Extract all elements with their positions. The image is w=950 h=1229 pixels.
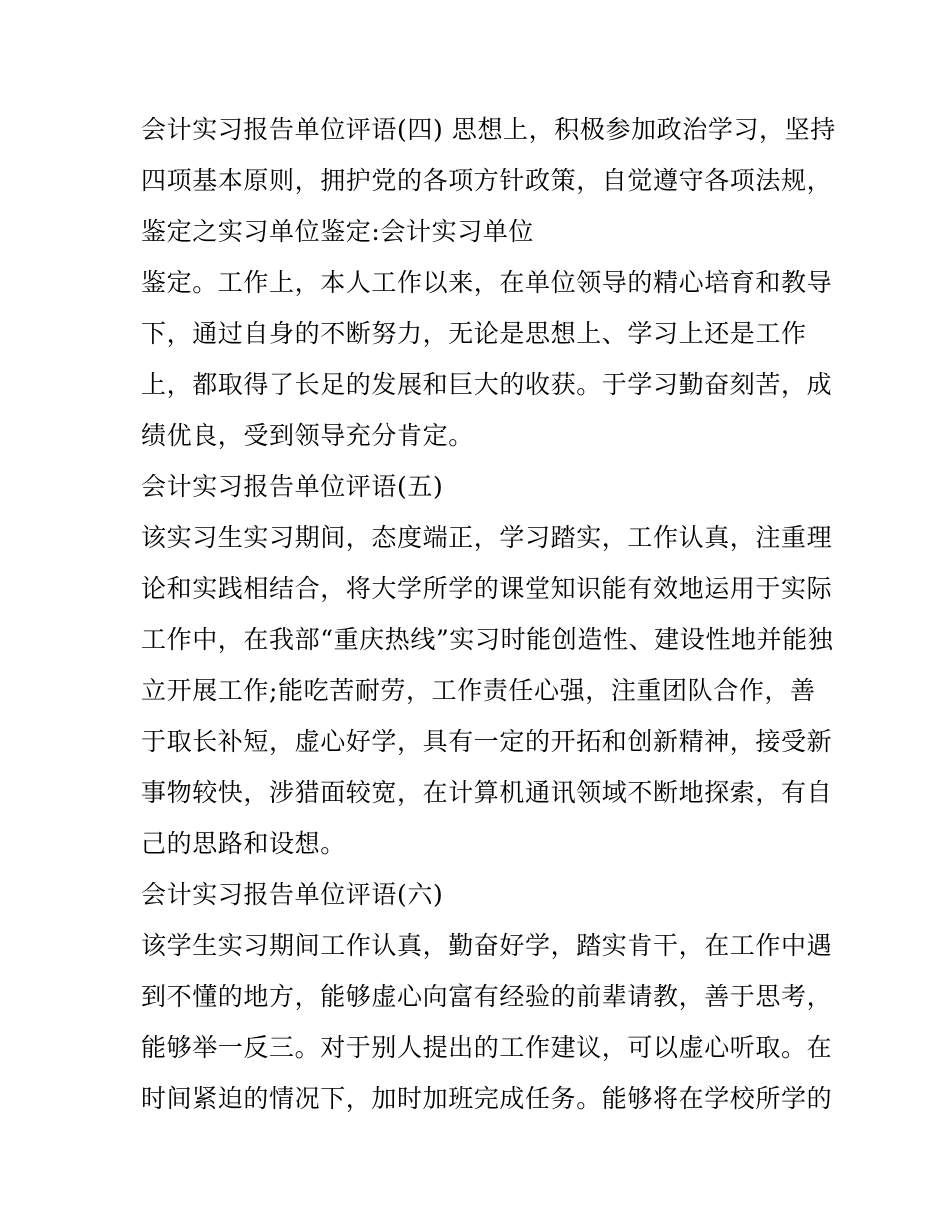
text-line: 于取长补短，虚心好学，具有一定的开拓和创新精神，接受新 [141,727,833,756]
document-page [141,104,836,1124]
section-heading: 会计实习报告单位评语(五) [141,472,444,501]
text-line: 立开展工作;能吃苦耐劳，工作责任心强，注重团队合作，善 [141,676,816,705]
text-line: 四项基本原则，拥护党的各项方针政策，自觉遵守各项法规， [141,166,833,195]
text-line: 该学生实习期间工作认真，勤奋好学，踏实肯干，在工作中遇 [141,931,833,960]
section-heading: 会计实习报告单位评语(六) [141,880,444,909]
text-line: 能够举一反三。对于别人提出的工作建议，可以虚心听取。在 [141,1033,833,1062]
text-line: 鉴定。工作上，本人工作以来，在单位领导的精心培育和教导 [141,268,833,297]
text-line: 绩优良，受到领导充分肯定。 [141,421,474,450]
text-line: 论和实践相结合，将大学所学的课堂知识能有效地运用于实际 [141,574,833,603]
text-line: 到不懂的地方，能够虚心向富有经验的前辈请教，善于思考， [141,982,833,1011]
text-line: 鉴定之实习单位鉴定:会计实习单位 [141,217,535,246]
text-line: 工作中，在我部“重庆热线”实习时能创造性、建设性地并能独 [141,625,834,654]
text-line: 该实习生实习期间，态度端正，学习踏实，工作认真，注重理 [141,523,833,552]
text-line: 事物较快，涉猎面较宽，在计算机通讯领域不断地探索，有自 [141,778,833,807]
text-line: 上，都取得了长足的发展和巨大的收获。于学习勤奋刻苦，成 [141,370,833,399]
text-line: 时间紧迫的情况下，加时加班完成任务。能够将在学校所学的 [141,1084,833,1113]
text-line: 下，通过自身的不断努力，无论是思想上、学习上还是工作 [141,319,807,348]
text-line: 己的思路和设想。 [141,829,346,858]
text-line: 会计实习报告单位评语(四) 思想上，积极参加政治学习，坚持 [141,115,836,144]
